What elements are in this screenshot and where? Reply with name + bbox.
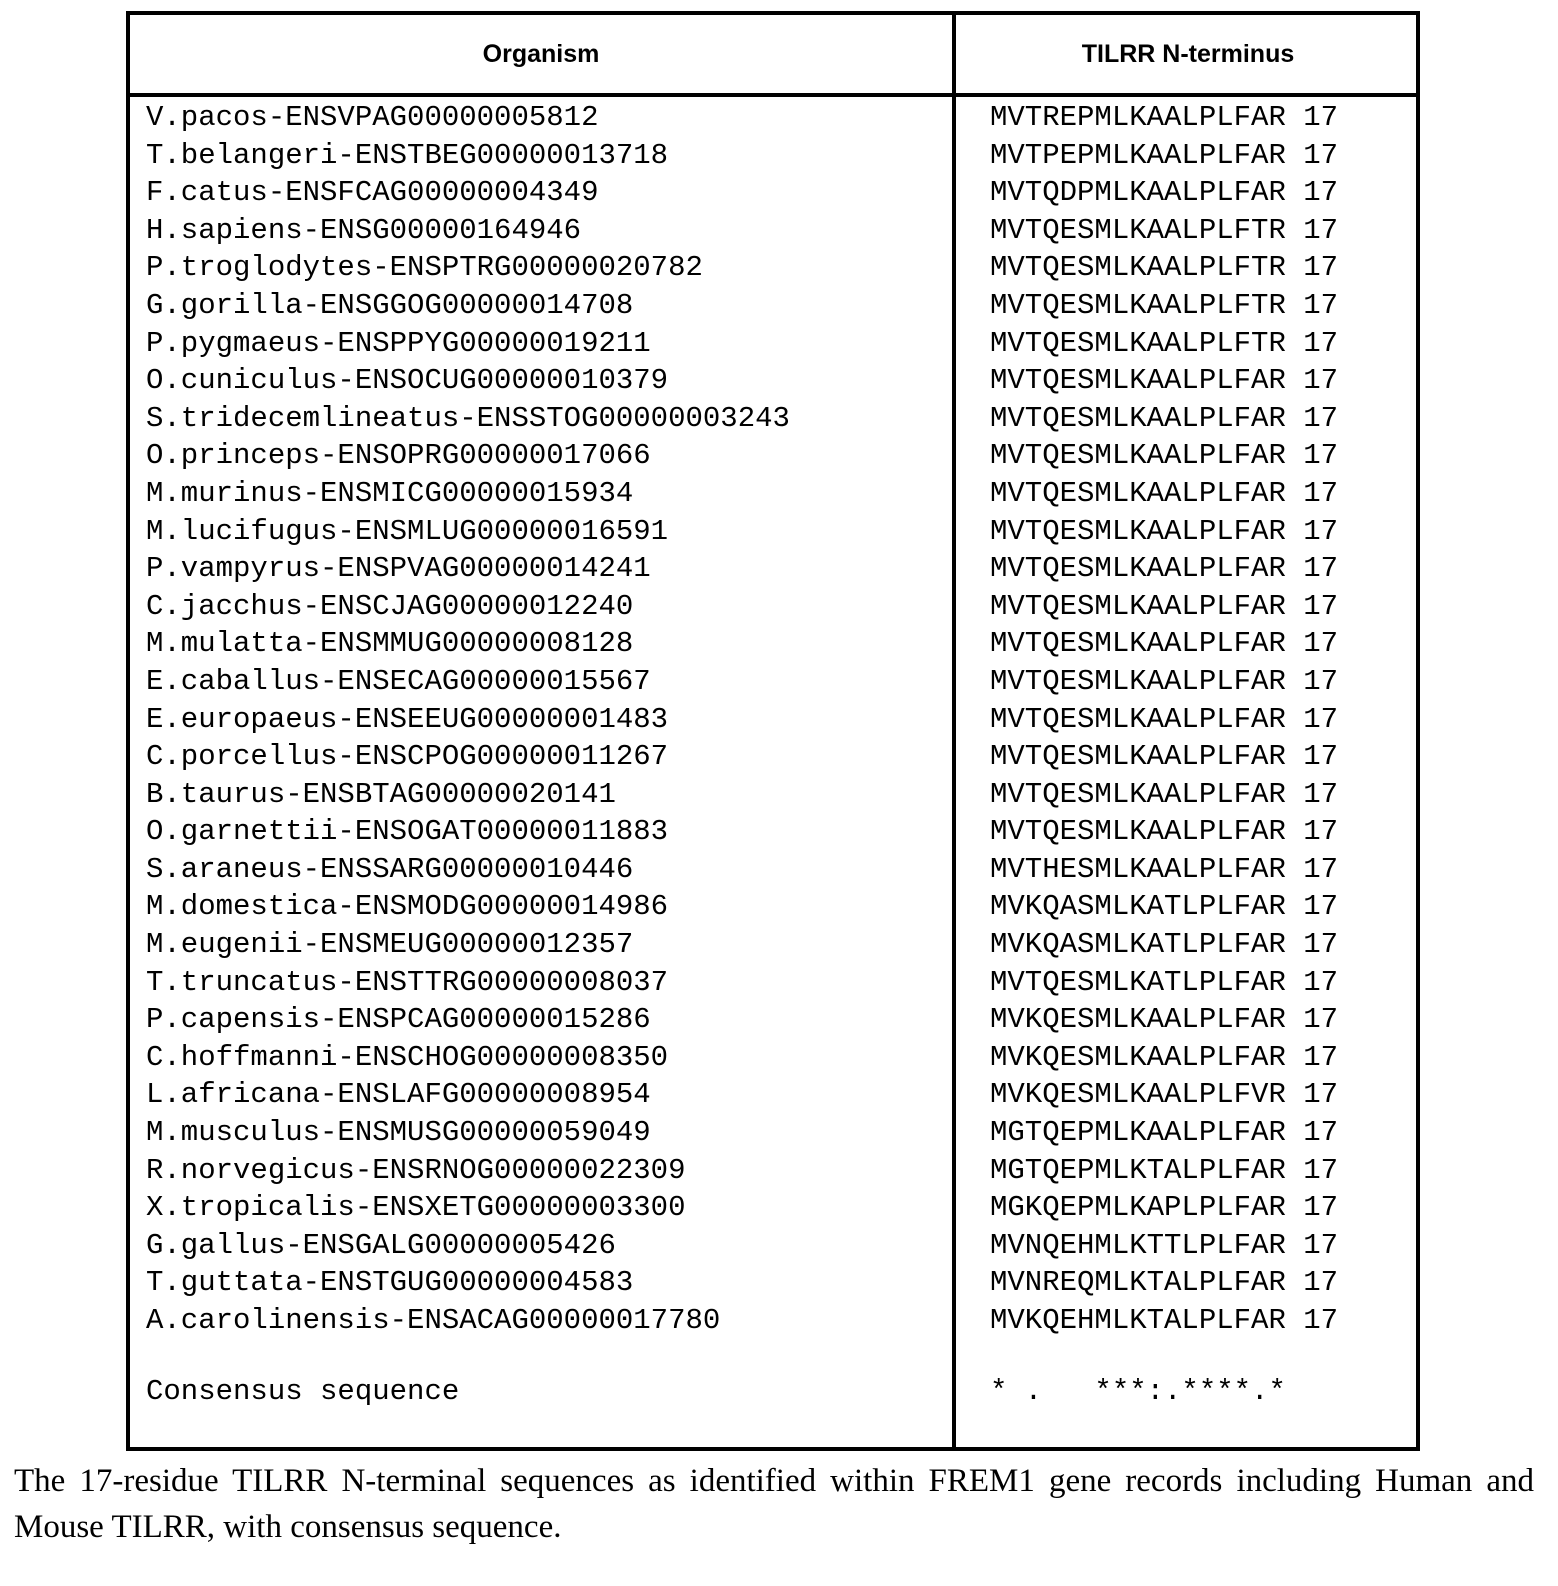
sequence-cell: MVTQESMLKAALPLFAR 17 <box>990 627 1339 661</box>
consensus-value: * . ***:.****.* <box>990 1375 1286 1408</box>
alignment-table <box>126 11 1420 1451</box>
sequence-cell: MVTQESMLKAALPLFAR 17 <box>990 552 1339 586</box>
sequence-cell: MVTPEPMLKAALPLFAR 17 <box>990 138 1339 172</box>
organism-cell: S.tridecemlineatus-ENSSTOG00000003243 <box>146 401 790 435</box>
organism-cell: G.gallus-ENSGALG00000005426 <box>146 1228 616 1262</box>
sequence-cell: MVTQESMLKATLPLFAR 17 <box>990 965 1339 999</box>
sequence-cell: MVKQESMLKAALPLFAR 17 <box>990 1040 1339 1074</box>
sequence-cell: MVTQESMLKAALPLFAR 17 <box>990 401 1339 435</box>
sequence-cell: MGKQEPMLKAPLPLFAR 17 <box>990 1191 1339 1225</box>
header-sequence: TILRR N-terminus <box>1081 39 1295 68</box>
organism-cell: F.catus-ENSFCAG00000004349 <box>146 176 599 210</box>
organism-cell: M.mulatta-ENSMMUG00000008128 <box>146 627 634 661</box>
figure-caption: The 17-residue TILRR N-terminal sequences as identified within FREM1 gene records including Human and Mouse TILRR, with consensus sequence. <box>14 1463 1534 1545</box>
sequence-cell: MVTQESMLKAALPLFTR 17 <box>990 288 1339 322</box>
organism-cell: M.murinus-ENSMICG00000015934 <box>146 476 634 510</box>
organism-cell: P.troglodytes-ENSPTRG00000020782 <box>146 251 703 285</box>
organism-cell: M.lucifugus-ENSMLUG00000016591 <box>146 514 669 548</box>
header-organism: Organism <box>482 39 600 68</box>
organism-cell: S.araneus-ENSSARG00000010446 <box>146 852 634 886</box>
organism-cell: C.porcellus-ENSCPOG00000011267 <box>146 740 669 774</box>
consensus-label: Consensus sequence <box>146 1375 460 1408</box>
sequence-cell: MVKQESMLKAALPLFVR 17 <box>990 1078 1339 1112</box>
organism-cell: P.capensis-ENSPCAG00000015286 <box>146 1003 651 1037</box>
sequence-cell: MVKQESMLKAALPLFAR 17 <box>990 1003 1339 1037</box>
organism-cell: H.sapiens-ENSG00000164946 <box>146 213 582 247</box>
sequence-column <box>990 99 1338 1340</box>
organism-cell: E.caballus-ENSECAG00000015567 <box>146 664 651 698</box>
organism-cell: A.carolinensis-ENSACAG00000017780 <box>146 1304 721 1337</box>
header-divider <box>130 93 1416 97</box>
sequence-cell: MVKQASMLKATLPLFAR 17 <box>990 928 1339 962</box>
organism-cell: C.jacchus-ENSCJAG00000012240 <box>146 589 634 623</box>
organism-cell: M.domestica-ENSMODG00000014986 <box>146 890 669 924</box>
sequence-cell: MVTQESMLKAALPLFTR 17 <box>990 251 1339 285</box>
sequence-cell: MVTQESMLKAALPLFAR 17 <box>990 777 1339 811</box>
sequence-cell: MVNREQMLKTALPLFAR 17 <box>990 1266 1339 1300</box>
organism-cell: X.tropicalis-ENSXETG00000003300 <box>146 1191 686 1225</box>
sequence-cell: MVNQEHMLKTTLPLFAR 17 <box>990 1228 1339 1262</box>
sequence-cell: MVTQESMLKAALPLFAR 17 <box>990 740 1339 774</box>
sequence-cell: MGTQEPMLKTALPLFAR 17 <box>990 1153 1339 1187</box>
organism-cell: C.hoffmanni-ENSCHOG00000008350 <box>146 1040 669 1074</box>
sequence-cell: MVKQASMLKATLPLFAR 17 <box>990 890 1339 924</box>
sequence-cell: MVTQDPMLKAALPLFAR 17 <box>990 176 1339 210</box>
sequence-cell: MVTREPMLKAALPLFAR 17 <box>990 101 1339 134</box>
organism-column <box>146 99 790 1340</box>
organism-cell: L.africana-ENSLAFG00000008954 <box>146 1078 651 1112</box>
sequence-cell: MVTQESMLKAALPLFAR 17 <box>990 664 1339 698</box>
organism-cell: M.eugenii-ENSMEUG00000012357 <box>146 928 634 962</box>
sequence-cell: MVTHESMLKAALPLFAR 17 <box>990 852 1339 886</box>
organism-cell: M.musculus-ENSMUSG00000059049 <box>146 1116 651 1150</box>
organism-cell: G.gorilla-ENSGGOG00000014708 <box>146 288 634 322</box>
organism-cell: R.norvegicus-ENSRNOG00000022309 <box>146 1153 686 1187</box>
organism-cell: P.pygmaeus-ENSPPYG00000019211 <box>146 326 651 360</box>
organism-cell: V.pacos-ENSVPAG00000005812 <box>146 101 599 134</box>
sequence-cell: MVTQESMLKAALPLFAR 17 <box>990 364 1339 398</box>
organism-cell: T.guttata-ENSTGUG00000004583 <box>146 1266 634 1300</box>
sequence-cell: MVTQESMLKAALPLFAR 17 <box>990 514 1339 548</box>
sequence-cell: MVTQESMLKAALPLFAR 17 <box>990 476 1339 510</box>
organism-cell: O.princeps-ENSOPRG00000017066 <box>146 439 651 473</box>
sequence-cell: MVKQEHMLKTALPLFAR 17 <box>990 1304 1339 1337</box>
organism-cell: T.truncatus-ENSTTRG00000008037 <box>146 965 669 999</box>
sequence-cell: MGTQEPMLKAALPLFAR 17 <box>990 1116 1339 1150</box>
organism-cell: O.garnettii-ENSOGAT00000011883 <box>146 815 669 849</box>
sequence-cell: MVTQESMLKAALPLFTR 17 <box>990 213 1339 247</box>
organism-cell: B.taurus-ENSBTAG00000020141 <box>146 777 616 811</box>
sequence-cell: MVTQESMLKAALPLFAR 17 <box>990 815 1339 849</box>
organism-cell: T.belangeri-ENSTBEG00000013718 <box>146 138 669 172</box>
organism-cell: O.cuniculus-ENSOCUG00000010379 <box>146 364 669 398</box>
sequence-cell: MVTQESMLKAALPLFAR 17 <box>990 439 1339 473</box>
organism-cell: P.vampyrus-ENSPVAG00000014241 <box>146 552 651 586</box>
sequence-cell: MVTQESMLKAALPLFAR 17 <box>990 702 1339 736</box>
sequence-cell: MVTQESMLKAALPLFTR 17 <box>990 326 1339 360</box>
column-divider <box>952 15 956 1447</box>
organism-cell: E.europaeus-ENSEEUG00000001483 <box>146 702 669 736</box>
sequence-cell: MVTQESMLKAALPLFAR 17 <box>990 589 1339 623</box>
